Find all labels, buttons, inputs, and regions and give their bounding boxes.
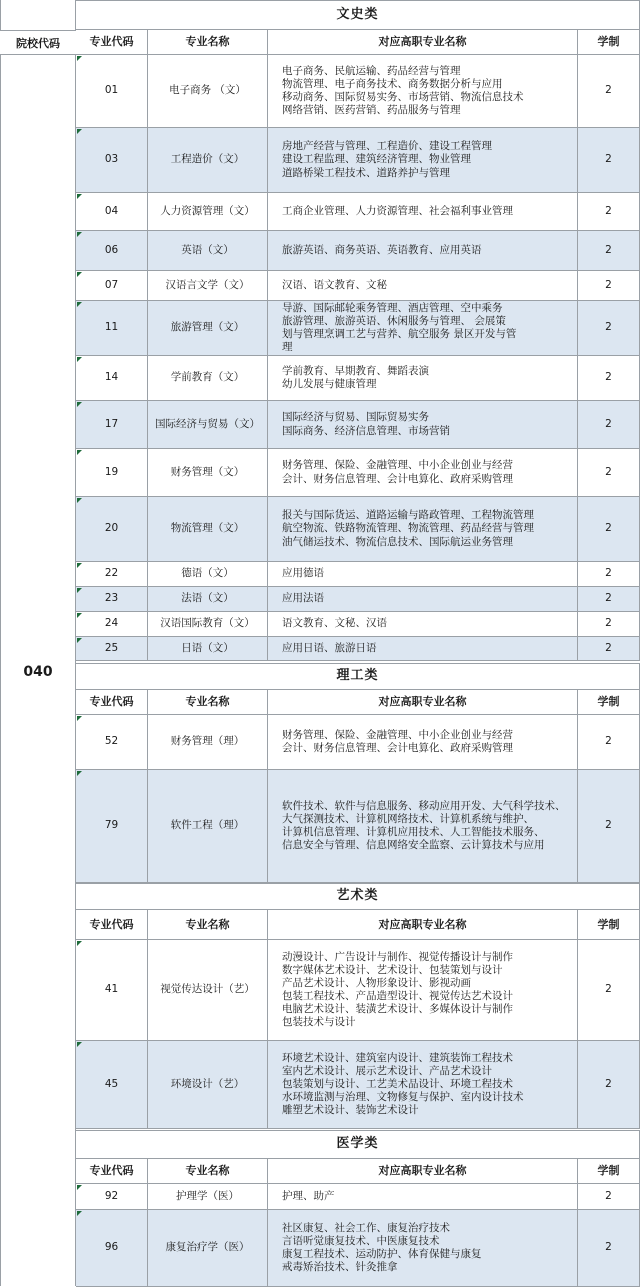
row-years [578, 271, 640, 301]
row-years-text: 2 [605, 522, 612, 535]
row-name [148, 587, 268, 612]
cell-marker [77, 402, 82, 407]
column-header-code [76, 910, 148, 940]
row-name [148, 637, 268, 661]
row-name-text: 德语（文） [181, 567, 234, 580]
row-related [268, 497, 578, 562]
column-header-years-text: 学制 [597, 35, 620, 49]
row-related-text: 应用法语 [282, 592, 324, 605]
column-header-related-text: 对应高职专业名称 [378, 35, 467, 49]
row-code-text: 23 [104, 592, 119, 605]
row-code [76, 587, 148, 612]
row-code-text: 79 [104, 819, 119, 832]
column-header-name [148, 690, 268, 715]
row-name [148, 356, 268, 401]
row-related-text: 财务管理、保险、金融管理、中小企业创业与经营 会计、财务信息管理、会计电算化、政府采购管理 [282, 728, 513, 754]
row-code [76, 497, 148, 562]
row-years-text: 2 [605, 592, 612, 605]
row-years [578, 356, 640, 401]
column-header-years [578, 690, 640, 715]
column-header-related [268, 910, 578, 940]
row-related [268, 562, 578, 587]
cell-marker [77, 716, 82, 721]
row-years [578, 770, 640, 883]
row-name [148, 770, 268, 883]
column-header-years [578, 910, 640, 940]
row-years-text: 2 [605, 819, 612, 832]
row-name [148, 231, 268, 271]
column-header-name [148, 30, 268, 55]
row-related-text: 电子商务、民航运输、药品经营与管理 物流管理、电子商务技术、商务数据分析与应用 移动商务、国际贸易实务、市场营销、物流信息技术 网络营销、医药营销、药品服务与管理 [282, 64, 524, 117]
row-code [76, 637, 148, 661]
row-years-text: 2 [605, 1077, 612, 1090]
row-years-text: 2 [605, 278, 612, 291]
cell-marker [77, 563, 82, 568]
row-related-text: 环境艺术设计、建筑室内设计、建筑装饰工程技术 室内艺术设计、展示艺术设计、产品艺术设计 包装策划与设计、工艺美术品设计、环境工程技术 水环境监测与治理、文物修复与保护、室内设计技术 雕塑艺术设计、装饰艺术设计 [282, 1051, 524, 1117]
row-code [76, 356, 148, 401]
row-years-text: 2 [605, 371, 612, 384]
row-years [578, 1184, 640, 1210]
row-related [268, 637, 578, 661]
row-name-text: 视觉传达设计（艺） [160, 983, 255, 996]
column-header-related-text: 对应高职专业名称 [378, 1164, 467, 1178]
row-years [578, 55, 640, 128]
row-name-text: 财务管理（理） [170, 735, 245, 748]
row-years-text: 2 [605, 153, 612, 166]
column-header-years [578, 30, 640, 55]
row-related [268, 940, 578, 1041]
column-header-name-text: 专业名称 [185, 695, 230, 709]
row-name-text: 法语（文） [181, 592, 234, 605]
row-years [578, 1041, 640, 1129]
row-name-text: 国际经济与贸易（文） [155, 417, 260, 430]
cell-marker [77, 450, 82, 455]
row-name [148, 562, 268, 587]
cell-marker [77, 272, 82, 277]
row-code-text: 22 [104, 567, 119, 580]
row-code [76, 562, 148, 587]
row-code [76, 301, 148, 356]
row-name [148, 1041, 268, 1129]
row-related-text: 语文教育、文秘、汉语 [282, 617, 387, 630]
section-title-text: 艺术类 [336, 888, 379, 904]
row-related-text: 动漫设计、广告设计与制作、视觉传播设计与制作 数字媒体艺术设计、艺术设计、包装策划与设计 产品艺术设计、人物形象设计、影视动画 包装工程技术、产品造型设计、视觉传达艺术设计 电脑艺术设计、装潢艺术设计、多媒体设计与制作 包装技术与设计 [282, 950, 513, 1029]
column-header-related [268, 30, 578, 55]
column-header-years [578, 1159, 640, 1184]
row-related-text: 工商企业管理、人力资源管理、社会福利事业管理 [282, 204, 513, 217]
school-code-column [0, 0, 76, 1286]
row-code [76, 128, 148, 193]
row-name-text: 软件工程（理） [170, 819, 245, 832]
row-related [268, 271, 578, 301]
row-name [148, 940, 268, 1041]
column-header-years-text: 学制 [597, 1164, 620, 1178]
row-related-text: 房地产经营与管理、工程造价、建设工程管理 建设工程监理、建筑经济管理、物业管理 道路桥梁工程技术、道路养护与管理 [282, 140, 492, 179]
row-years-text: 2 [605, 567, 612, 580]
row-code-text: 20 [104, 522, 119, 535]
row-years-text: 2 [605, 204, 612, 217]
section-title-text: 医学类 [336, 1136, 379, 1152]
row-related [268, 55, 578, 128]
row-name-text: 汉语言文学（文） [165, 278, 250, 291]
row-code [76, 612, 148, 637]
row-code-text: 52 [104, 735, 119, 748]
row-name [148, 715, 268, 770]
row-code-text: 04 [104, 204, 119, 217]
row-years [578, 637, 640, 661]
column-header-name [148, 1159, 268, 1184]
row-years-text: 2 [605, 735, 612, 748]
row-name [148, 128, 268, 193]
row-years [578, 128, 640, 193]
row-related-text: 国际经济与贸易、国际贸易实务 国际商务、经济信息管理、市场营销 [282, 411, 450, 437]
row-name [148, 612, 268, 637]
cell-marker [77, 232, 82, 237]
row-name-text: 环境设计（艺） [170, 1077, 245, 1090]
row-related-text: 应用德语 [282, 567, 324, 580]
row-years [578, 497, 640, 562]
row-name-text: 财务管理（文） [170, 465, 245, 478]
row-code [76, 231, 148, 271]
row-code [76, 1041, 148, 1129]
row-related-text: 报关与国际货运、道路运输与路政管理、工程物流管理 航空物流、铁路物流管理、物流管理、药品经营与管理 油气储运技术、物流信息技术、国际航运业务管理 [282, 509, 534, 548]
cell-marker [77, 613, 82, 618]
row-related [268, 715, 578, 770]
row-name-text: 康复治疗学（医） [165, 1241, 250, 1254]
cell-marker [77, 302, 82, 307]
column-header-code [76, 690, 148, 715]
row-years [578, 612, 640, 637]
row-code-text: 96 [104, 1241, 119, 1254]
row-code-text: 19 [104, 465, 119, 478]
row-years [578, 715, 640, 770]
row-related [268, 587, 578, 612]
cell-marker [77, 56, 82, 61]
cell-marker [77, 1185, 82, 1190]
row-name-text: 旅游管理（文） [170, 321, 245, 334]
row-code [76, 55, 148, 128]
row-years [578, 193, 640, 231]
column-header-code-text: 专业代码 [89, 35, 134, 49]
row-related-text: 导游、国际邮轮乘务管理、酒店管理、空中乘务 旅游管理、旅游英语、休闲服务与管理、 会展策 划与管理烹调工艺与营养、航空服务 景区开发与管 理 [282, 301, 517, 354]
column-header-related [268, 690, 578, 715]
cell-marker [77, 1042, 82, 1047]
column-header-code-text: 专业代码 [89, 917, 134, 931]
row-code [76, 940, 148, 1041]
row-years [578, 587, 640, 612]
row-code-text: 14 [104, 371, 119, 384]
row-code-text: 41 [104, 983, 119, 996]
row-code-text: 25 [104, 641, 119, 654]
row-name [148, 401, 268, 449]
row-years-text: 2 [605, 417, 612, 430]
row-related-text: 社区康复、社会工作、康复治疗技术 言语听觉康复技术、中医康复技术 康复工程技术、运动防护、体育保健与康复 戒毒矫治技术、针灸推拿 [282, 1221, 482, 1274]
row-name-text: 日语（文） [181, 641, 234, 654]
cell-marker [77, 357, 82, 362]
row-related-text: 应用日语、旅游日语 [282, 641, 377, 654]
column-header-code-text: 专业代码 [89, 1164, 134, 1178]
row-related [268, 193, 578, 231]
column-header-related-text: 对应高职专业名称 [378, 695, 467, 709]
column-header-name-text: 专业名称 [185, 1164, 230, 1178]
row-name [148, 271, 268, 301]
section-title [76, 1130, 640, 1159]
row-name [148, 1184, 268, 1210]
row-years-text: 2 [605, 1189, 612, 1202]
row-name [148, 301, 268, 356]
row-name-text: 电子商务 （文） [169, 84, 246, 97]
row-related [268, 449, 578, 497]
row-name-text: 物流管理（文） [170, 522, 245, 535]
row-years-text: 2 [605, 641, 612, 654]
row-related [268, 1184, 578, 1210]
row-related-text: 软件技术、软件与信息服务、移动应用开发、大气科学技术、 大气探测技术、计算机网络技术、计算机系统与维护、 计算机信息管理、计算机应用技术、人工智能技术服务、 信息安全与管理、信息网络安全监察、云计算技术与应用 [282, 799, 566, 852]
row-related-text: 财务管理、保险、金融管理、中小企业创业与经营 会计、财务信息管理、会计电算化、政府采购管理 [282, 459, 513, 485]
column-header-related [268, 1159, 578, 1184]
column-header-related-text: 对应高职专业名称 [378, 917, 467, 931]
section-title [76, 0, 640, 30]
row-name-text: 护理学（医） [176, 1189, 239, 1202]
row-related [268, 770, 578, 883]
row-related [268, 1041, 578, 1129]
cell-marker [77, 638, 82, 643]
row-years [578, 940, 640, 1041]
row-code-text: 06 [104, 243, 119, 256]
row-code [76, 271, 148, 301]
row-name-text: 汉语国际教育（文） [160, 617, 255, 630]
row-related [268, 612, 578, 637]
cell-marker [77, 1211, 82, 1216]
row-years-text: 2 [605, 1241, 612, 1254]
section-title [76, 663, 640, 690]
section-title [76, 883, 640, 910]
cell-marker [77, 771, 82, 776]
row-years-text: 2 [605, 243, 612, 256]
cell-marker [77, 129, 82, 134]
row-years [578, 1210, 640, 1287]
column-header-years-text: 学制 [597, 917, 620, 931]
row-name [148, 449, 268, 497]
section-title-text: 文史类 [336, 6, 379, 22]
row-years [578, 449, 640, 497]
row-name-text: 人力资源管理（文） [160, 204, 255, 217]
row-name [148, 497, 268, 562]
cell-marker [77, 588, 82, 593]
row-code [76, 770, 148, 883]
section-title-text: 理工类 [336, 668, 379, 684]
row-code-text: 01 [104, 84, 119, 97]
row-code-text: 45 [104, 1077, 119, 1090]
column-header-name-text: 专业名称 [185, 35, 230, 49]
column-header-code [76, 1159, 148, 1184]
school-code-value: 040 [23, 664, 53, 680]
column-header-name-text: 专业名称 [185, 917, 230, 931]
cell-marker [77, 194, 82, 199]
row-years-text: 2 [605, 321, 612, 334]
cell-marker [77, 941, 82, 946]
row-related [268, 301, 578, 356]
column-header-code [76, 30, 148, 55]
cell-marker [77, 498, 82, 503]
row-code-text: 11 [104, 321, 119, 334]
row-name-text: 工程造价（文） [170, 153, 245, 166]
row-code [76, 715, 148, 770]
row-code [76, 1210, 148, 1287]
row-name [148, 193, 268, 231]
row-related [268, 401, 578, 449]
row-name [148, 55, 268, 128]
row-related [268, 356, 578, 401]
row-related [268, 231, 578, 271]
row-years-text: 2 [605, 617, 612, 630]
row-related [268, 128, 578, 193]
row-name-text: 英语（文） [181, 243, 234, 256]
row-code-text: 07 [104, 278, 119, 291]
row-related-text: 护理、助产 [282, 1189, 335, 1202]
row-years-text: 2 [605, 465, 612, 478]
row-code-text: 03 [104, 153, 119, 166]
row-name [148, 1210, 268, 1287]
row-related-text: 汉语、语文教育、文秘 [282, 278, 387, 291]
row-code-text: 17 [104, 417, 119, 430]
row-related [268, 1210, 578, 1287]
row-years [578, 562, 640, 587]
row-related-text: 学前教育、早期教育、舞蹈表演 幼儿发展与健康管理 [282, 364, 429, 390]
row-years-text: 2 [605, 983, 612, 996]
column-header-code-text: 专业代码 [89, 695, 134, 709]
school-code-header: 院校代码 [0, 30, 76, 55]
row-years [578, 401, 640, 449]
column-header-years-text: 学制 [597, 695, 620, 709]
row-code-text: 24 [104, 617, 119, 630]
row-code-text: 92 [104, 1189, 119, 1202]
row-years [578, 231, 640, 271]
row-name-text: 学前教育（文） [170, 371, 245, 384]
row-years [578, 301, 640, 356]
row-code [76, 401, 148, 449]
row-years-text: 2 [605, 84, 612, 97]
row-code [76, 1184, 148, 1210]
column-header-name [148, 910, 268, 940]
row-related-text: 旅游英语、商务英语、英语教育、应用英语 [282, 243, 482, 256]
row-code [76, 449, 148, 497]
row-code [76, 193, 148, 231]
